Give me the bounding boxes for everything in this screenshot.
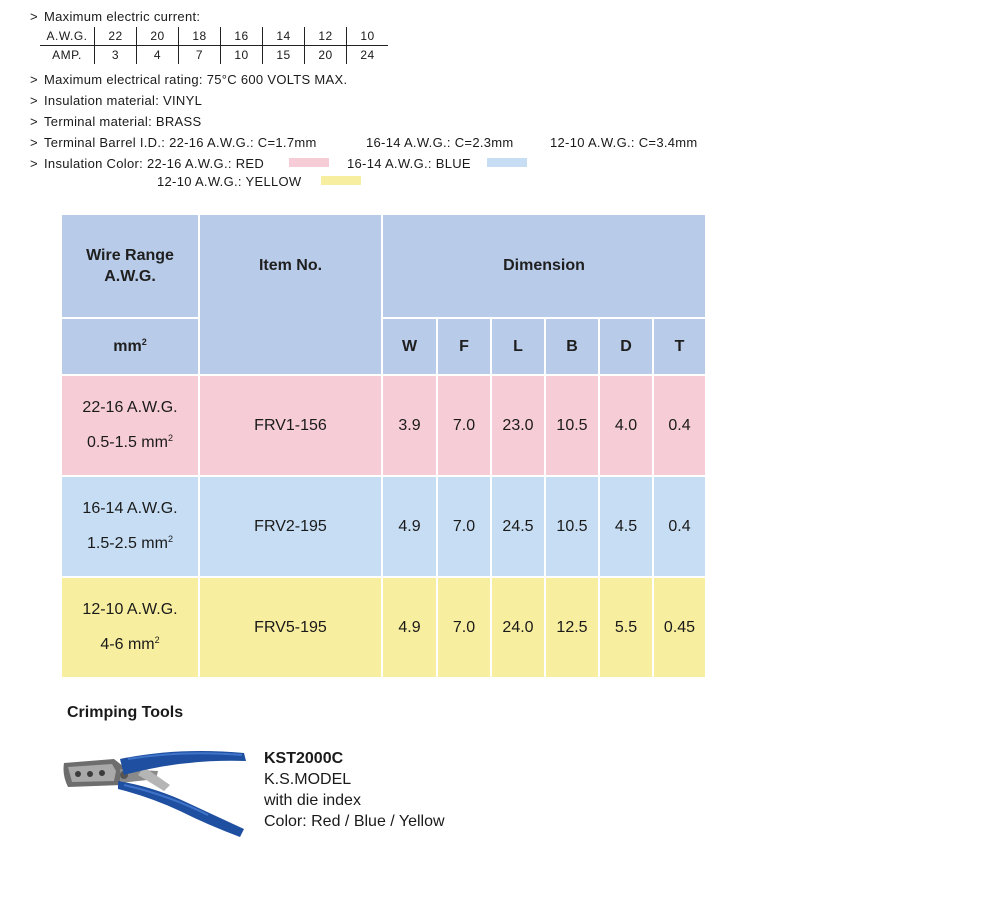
dim-w-header: W [382,318,437,375]
spec-terminal [30,111,201,132]
dim-b-cell: 10.5 [545,476,599,577]
header-mm [61,318,199,375]
dim-d-cell: 4.5 [599,476,653,577]
row-mm-sup: 2 [167,433,173,443]
bullet-marker: > [30,9,38,24]
row-mm-sup: 2 [167,534,173,544]
bullet-marker: > [30,135,38,150]
row-awg: 22-16 A.W.G. [82,399,178,416]
spec-barrel-3: 12-10 A.W.G.: C=3.4mm [550,135,698,150]
row-mm: 1.5-2.5 mm [87,535,168,552]
dim-l-cell: 24.0 [491,577,545,678]
dim-d-cell: 5.5 [599,577,653,678]
row-mm: 0.5-1.5 mm [87,434,168,451]
spec-color-2: 16-14 A.W.G.: BLUE [347,156,471,171]
header-awg-label: A.W.G. [104,268,156,285]
header-mm-label: mm [113,338,142,355]
amp-cell: 24 [360,48,375,62]
tool-line-model: K.S.MODEL [264,771,352,788]
dim-d-cell: 4.0 [599,375,653,476]
awg-cell: 18 [179,27,221,46]
header-wire-range [61,214,199,318]
table-row [61,375,706,476]
amp-table [40,27,388,64]
wire-range-cell [61,375,199,476]
dim-l-header: L [491,318,545,375]
awg-header: A.W.G. [40,27,95,46]
spec-insulation [30,90,202,111]
amp-cell: 4 [137,46,179,65]
product-table [60,213,707,679]
tool-line-index: with die index [264,792,361,809]
dim-f-header: F [437,318,491,375]
table-row [61,577,706,678]
spec-barrel [30,132,698,153]
spec-color-text: Insulation Color: 22-16 A.W.G.: RED [44,156,265,171]
dim-w-cell: 4.9 [382,577,437,678]
row-mm-sup: 2 [154,635,160,645]
tool-line-colors: Color: Red / Blue / Yellow [264,813,445,830]
header-mm-sup: 2 [141,337,147,347]
dim-f-cell: 7.0 [437,577,491,678]
spec-barrel-2: 16-14 A.W.G.: C=2.3mm [366,135,514,150]
bullet-marker: > [30,114,38,129]
dim-b-cell: 12.5 [545,577,599,678]
awg-cell: 20 [137,27,179,46]
bullet-marker: > [30,156,38,171]
awg-cell: 14 [263,27,305,46]
dim-w-cell: 4.9 [382,476,437,577]
awg-cell: 12 [305,27,347,46]
dim-f-cell: 7.0 [437,476,491,577]
item-no-cell: FRV1-156 [199,375,382,476]
amp-cell: 3 [95,46,137,65]
header-row [61,214,706,318]
wire-range-cell [61,476,199,577]
table-row [61,476,706,577]
dim-l-cell: 23.0 [491,375,545,476]
dim-f-cell: 7.0 [437,375,491,476]
dim-l-cell: 24.5 [491,476,545,577]
item-no-cell: FRV2-195 [199,476,382,577]
spec-current-label: Maximum electric current: [44,9,201,24]
awg-cell: 16 [221,27,263,46]
crimping-tools-title: Crimping Tools [67,704,184,721]
header-wire-label: Wire Range [86,247,174,264]
dim-t-cell: 0.4 [653,375,706,476]
amp-table-awg-row [40,27,388,46]
row-awg: 16-14 A.W.G. [82,500,178,517]
dim-d-header: D [599,318,653,375]
amp-cell: 7 [179,46,221,65]
spec-barrel-text: Terminal Barrel I.D.: 22-16 A.W.G.: C=1.7mm [44,135,317,150]
amp-cell: 10 [221,46,263,65]
tool-model: KST2000C [264,750,344,767]
amp-table-amp-row [40,46,388,65]
yellow-swatch [321,176,361,185]
dim-b-cell: 10.5 [545,375,599,476]
spec-insulation-text: Insulation material: VINYL [44,93,203,108]
header-item-no [199,214,382,375]
bullet-marker: > [30,93,38,108]
dim-t-cell: 0.4 [653,476,706,577]
awg-cell: 22 [95,27,137,46]
spec-current [30,6,200,27]
red-swatch [289,158,329,167]
blue-swatch [487,158,527,167]
tool-description [264,748,445,832]
spec-color-yellow [157,171,302,192]
bullet-marker: > [30,72,38,87]
dim-w-cell: 3.9 [382,375,437,476]
crimping-tool-icon [58,745,250,837]
header-dimension: Dimension [382,214,706,318]
spec-rating [30,69,347,90]
item-no-cell: FRV5-195 [199,577,382,678]
amp-header: AMP. [40,46,95,65]
spec-rating-text: Maximum electrical rating: 75°C 600 VOLTS MAX. [44,72,348,87]
wire-range-cell [61,577,199,678]
row-awg: 12-10 A.W.G. [82,601,178,618]
header-item-label: Item No. [258,256,323,274]
subheader-row [61,318,706,375]
dim-b-header: B [545,318,599,375]
amp-cell: 20 [305,46,347,65]
spec-color-3: 12-10 A.W.G.: YELLOW [157,174,302,189]
row-mm: 4-6 mm [100,636,155,653]
spec-terminal-text: Terminal material: BRASS [44,114,202,129]
awg-cell: 10 [347,27,389,46]
amp-cell: 15 [263,46,305,65]
dim-t-cell: 0.45 [653,577,706,678]
dim-t-header: T [653,318,706,375]
